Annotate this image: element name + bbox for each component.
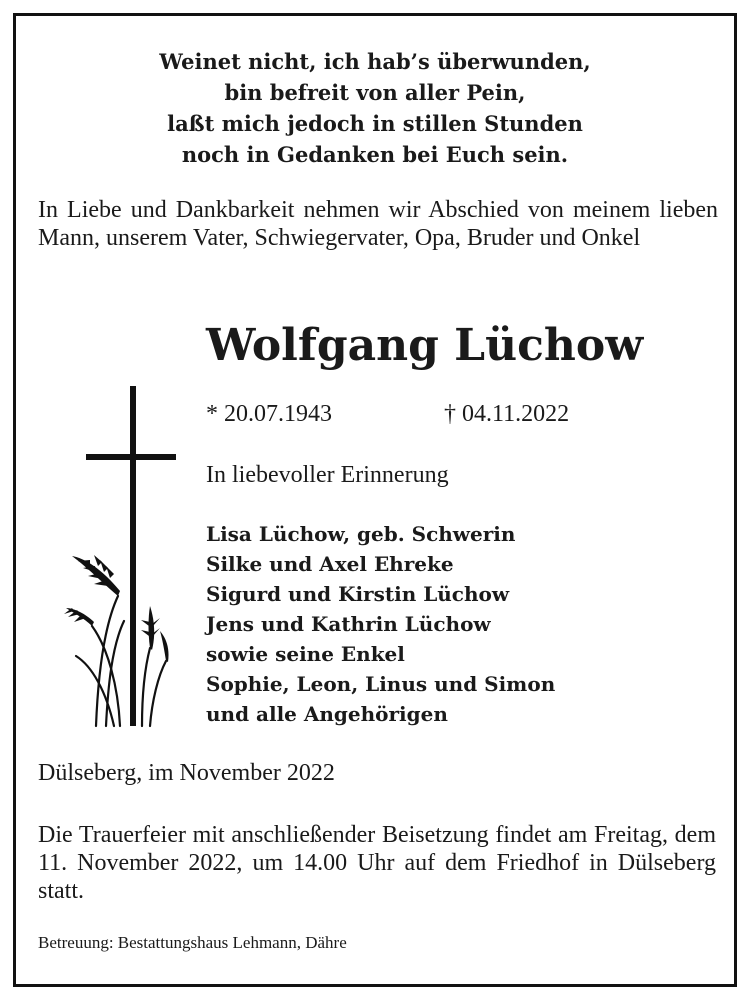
obituary-frame [13, 13, 737, 987]
poem-line: Weinet nicht, ich hab’s überwunden, [159, 49, 591, 74]
mourner-line: Sigurd und Kirstin Lüchow [206, 582, 510, 606]
poem-line: noch in Gedanken bei Euch sein. [181, 142, 569, 167]
cross-with-wheat-icon [46, 386, 176, 731]
funeral-service-text: Die Trauerfeier mit anschließender Beisetzung findet am Freitag, dem 11. November 2022, um 14.00 Uhr auf dem Friedhof in Dülseberg statt. [38, 822, 716, 904]
deceased-name: Wolfgang Lüchow [206, 320, 644, 371]
mourner-line: und alle Angehörigen [206, 702, 448, 726]
birth-date: * 20.07.1943 [206, 401, 332, 427]
place-date: Dülseberg, im November 2022 [38, 760, 335, 786]
memory-line: In liebevoller Erinnerung [206, 462, 449, 488]
mourner-line: Silke und Axel Ehreke [206, 552, 454, 576]
death-date: † 04.11.2022 [444, 401, 570, 427]
poem [16, 46, 734, 170]
poem-line: bin befreit von aller Pein, [224, 80, 526, 105]
mourner-line: Lisa Lüchow, geb. Schwerin [206, 522, 516, 546]
intro-text: In Liebe und Dankbarkeit nehmen wir Abschied von meinem lieben Mann, unserem Vater, Schwiegervater, Opa, Bruder und Onkel [38, 197, 718, 251]
mourner-line: Sophie, Leon, Linus und Simon [206, 672, 556, 696]
mourners-list [206, 519, 555, 729]
funeral-home-credit: Betreuung: Bestattungshaus Lehmann, Dähre [38, 933, 347, 952]
mourner-line: Jens und Kathrin Lüchow [206, 612, 491, 636]
poem-line: laßt mich jedoch in stillen Stunden [167, 111, 583, 136]
mourner-line: sowie seine Enkel [206, 642, 405, 666]
